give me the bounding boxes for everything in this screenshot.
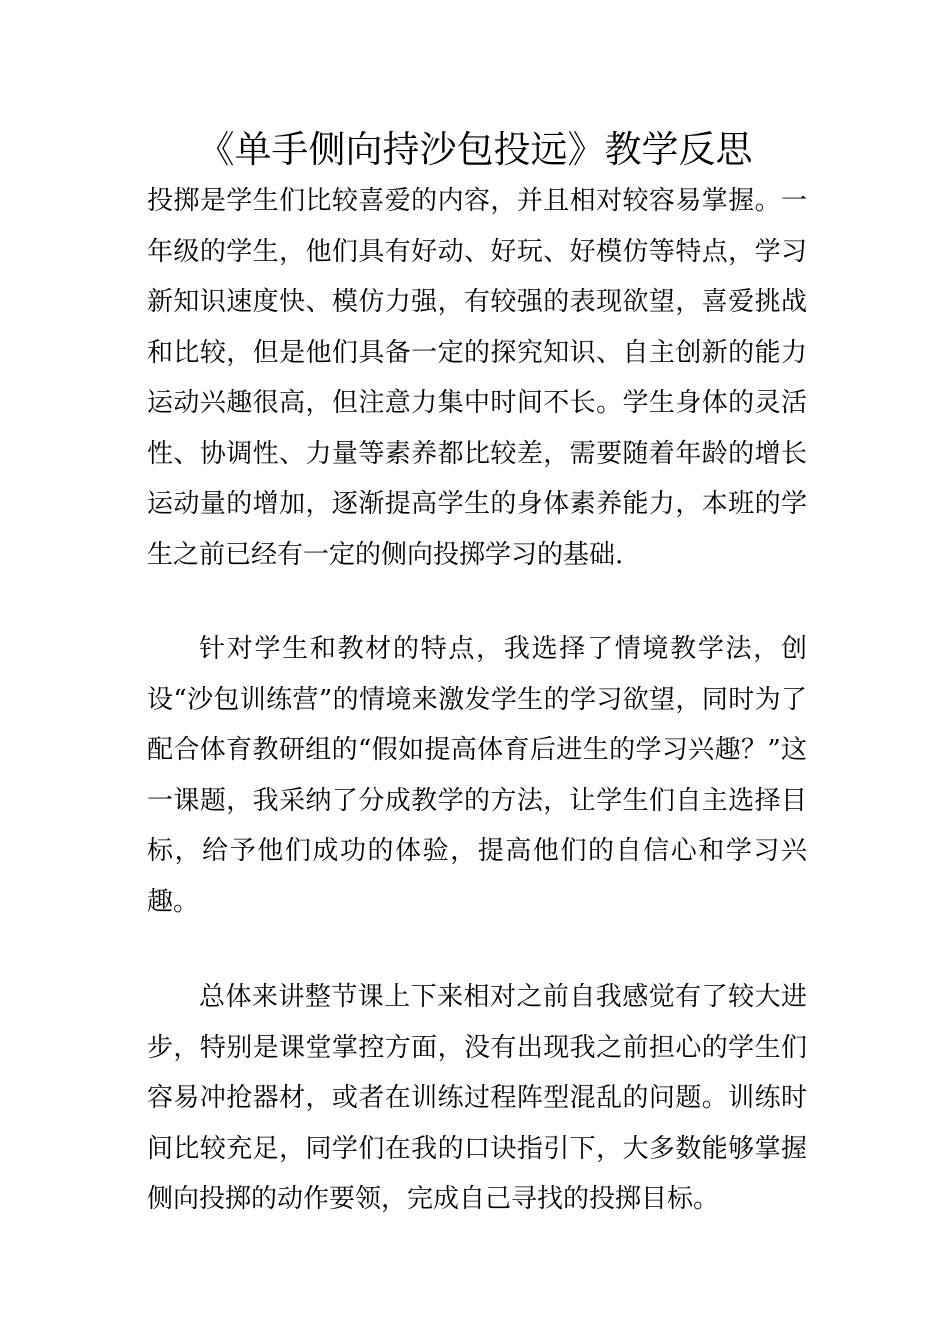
paragraph-1: 投掷是学生们比较喜爱的内容，并且相对较容易掌握。一年级的学生，他们具有好动、好玩、好模仿等特点，学习新知识速度快、模仿力强，有较强的表现欲望，喜爱挑战和比较，但是他们具备一定的探究知识、自主创新的能力运动兴趣很高，但注意力集中时间不长。学生身体的灵活性、协调性、力量等素养都比较差，需要随着年龄的增长运动量的增加，逐渐提高学生的身体素养能力，本班的学生之前已经有一定的侧向投掷学习的基础. (147, 186, 807, 570)
paragraph-2: 针对学生和教材的特点，我选择了情境教学法，创设“沙包训练营”的情境来激发学生的学习欲望，同时为了配合体育教研组的“假如提高体育后进生的学习兴趣？”这一课题，我采纳了分成教学的方法，让学生们自主选择目标，给予他们成功的体验，提高他们的自信心和学习兴趣。 (147, 634, 807, 917)
document-title: 《单手侧向持沙包投远》教学反思 (197, 128, 753, 171)
paragraph-3: 总体来讲整节课上下来相对之前自我感觉有了较大进步，特别是课堂掌控方面，没有出现我之前担心的学生们容易冲抢器材，或者在训练过程阵型混乱的问题。训练时间比较充足，同学们在我的口诀指引下，大多数能够掌握侧向投掷的动作要领，完成自己寻找的投掷目标。 (147, 982, 807, 1214)
